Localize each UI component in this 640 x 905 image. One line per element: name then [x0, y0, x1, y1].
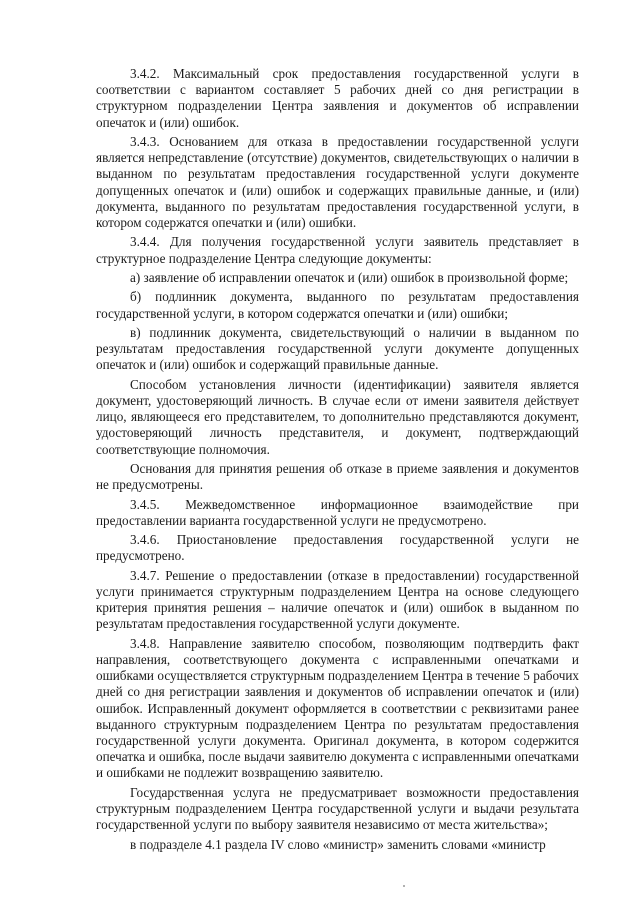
paragraph-3-4-5: 3.4.5. Межведомственное информационное взаимодействие при предоставлении варианта государственной услуги не предусмотрено.: [96, 496, 579, 528]
paragraph-3-4-8: 3.4.8. Направление заявителю способом, позволяющим подтвердить факт направления, соответствующего документа с исправленными опечатками и ошибками осуществляется структурным подразделением Центра в течение 5 рабочих дней со дня регистрации заявления и документов об исправлении опечаток и (или) ошибок. Исправленный документ оформляется в соответствии с реквизитами ранее выданного структурным подразделением Центра по результатам предоставления государственной услуги документа. Оригинал документа, в котором содержится опечатка и ошибка, после выдачи заявителю документа с исправленными опечатками и ошибками не подлежит возвращению заявителю.: [96, 635, 579, 781]
paragraph-3-4-4: 3.4.4. Для получения государственной услуги заявитель представляет в структурное подразделение Центра следующие документы:: [96, 234, 579, 266]
paragraph-3-4-2: 3.4.2. Максимальный срок предоставления государственной услуги в соответствии с вариантом составляет 5 рабочих дней со дня регистрации в структурном подразделении Центра заявления и документов об исправлении опечаток и (или) ошибок.: [96, 66, 579, 130]
list-item-v: в) подлинник документа, свидетельствующий о наличии в выданном по результатам предоставления государственной услуги документе допущенных опечаток и (или) ошибок и содержащий правильные данные.: [96, 324, 579, 373]
list-item-a: а) заявление об исправлении опечаток и (или) ошибок в произвольной форме;: [130, 270, 569, 285]
document-page: [96, 66, 579, 856]
list-item-b: б) подлинник документа, выданного по результатам предоставления государственной услуги, в котором содержатся опечатки и (или) ошибки;: [96, 289, 579, 321]
paragraph-3-4-7: 3.4.7. Решение о предоставлении (отказе в предоставлении) государственной услуги принимается структурным подразделением Центра на основе следующего критерия принятия решения – наличие опечаток и (или) ошибок в выданном по результатам предоставления государственной услуги документе.: [96, 567, 579, 632]
paragraph-extraterritorial: Государственная услуга не предусматривает возможности предоставления структурным подразделением Центра государственной услуги и выдачи результата государственной услуги по выбору заявителя независимо от места жительства»;: [96, 784, 579, 833]
paragraph-3-4-3: 3.4.3. Основанием для отказа в предоставлении государственной услуги является непредставление (отсутствие) документов, свидетельствующих о наличии в выданном по результатам предоставления государственной услуги документе допущенных опечаток и (или) ошибок и содержащих правильные данные, и (или) документа, выданного по результатам предоставления государственной услуги, в котором содержатся опечатки и (или) ошибки.: [96, 134, 579, 231]
paragraph-identification: Способом установления личности (идентификации) заявителя является документ, удостоверяющий личность. В случае если от имени заявителя действует лицо, являющееся его представителем, то дополнительно представляются документ, удостоверяющий личность представителя, и документ, подтверждающий соответствующие полномочия.: [96, 376, 579, 457]
paragraph-3-4-6: 3.4.6. Приостановление предоставления государственной услуги не предусмотрено.: [96, 532, 579, 564]
paragraph-subsection-4-1: в подразделе 4.1 раздела IV слово «министр» заменить словами «министр: [130, 836, 546, 852]
paragraph-refusal-grounds: Основания для принятия решения об отказе в приеме заявления и документов не предусмотрены.: [96, 460, 579, 493]
scan-mark: [403, 885, 405, 887]
